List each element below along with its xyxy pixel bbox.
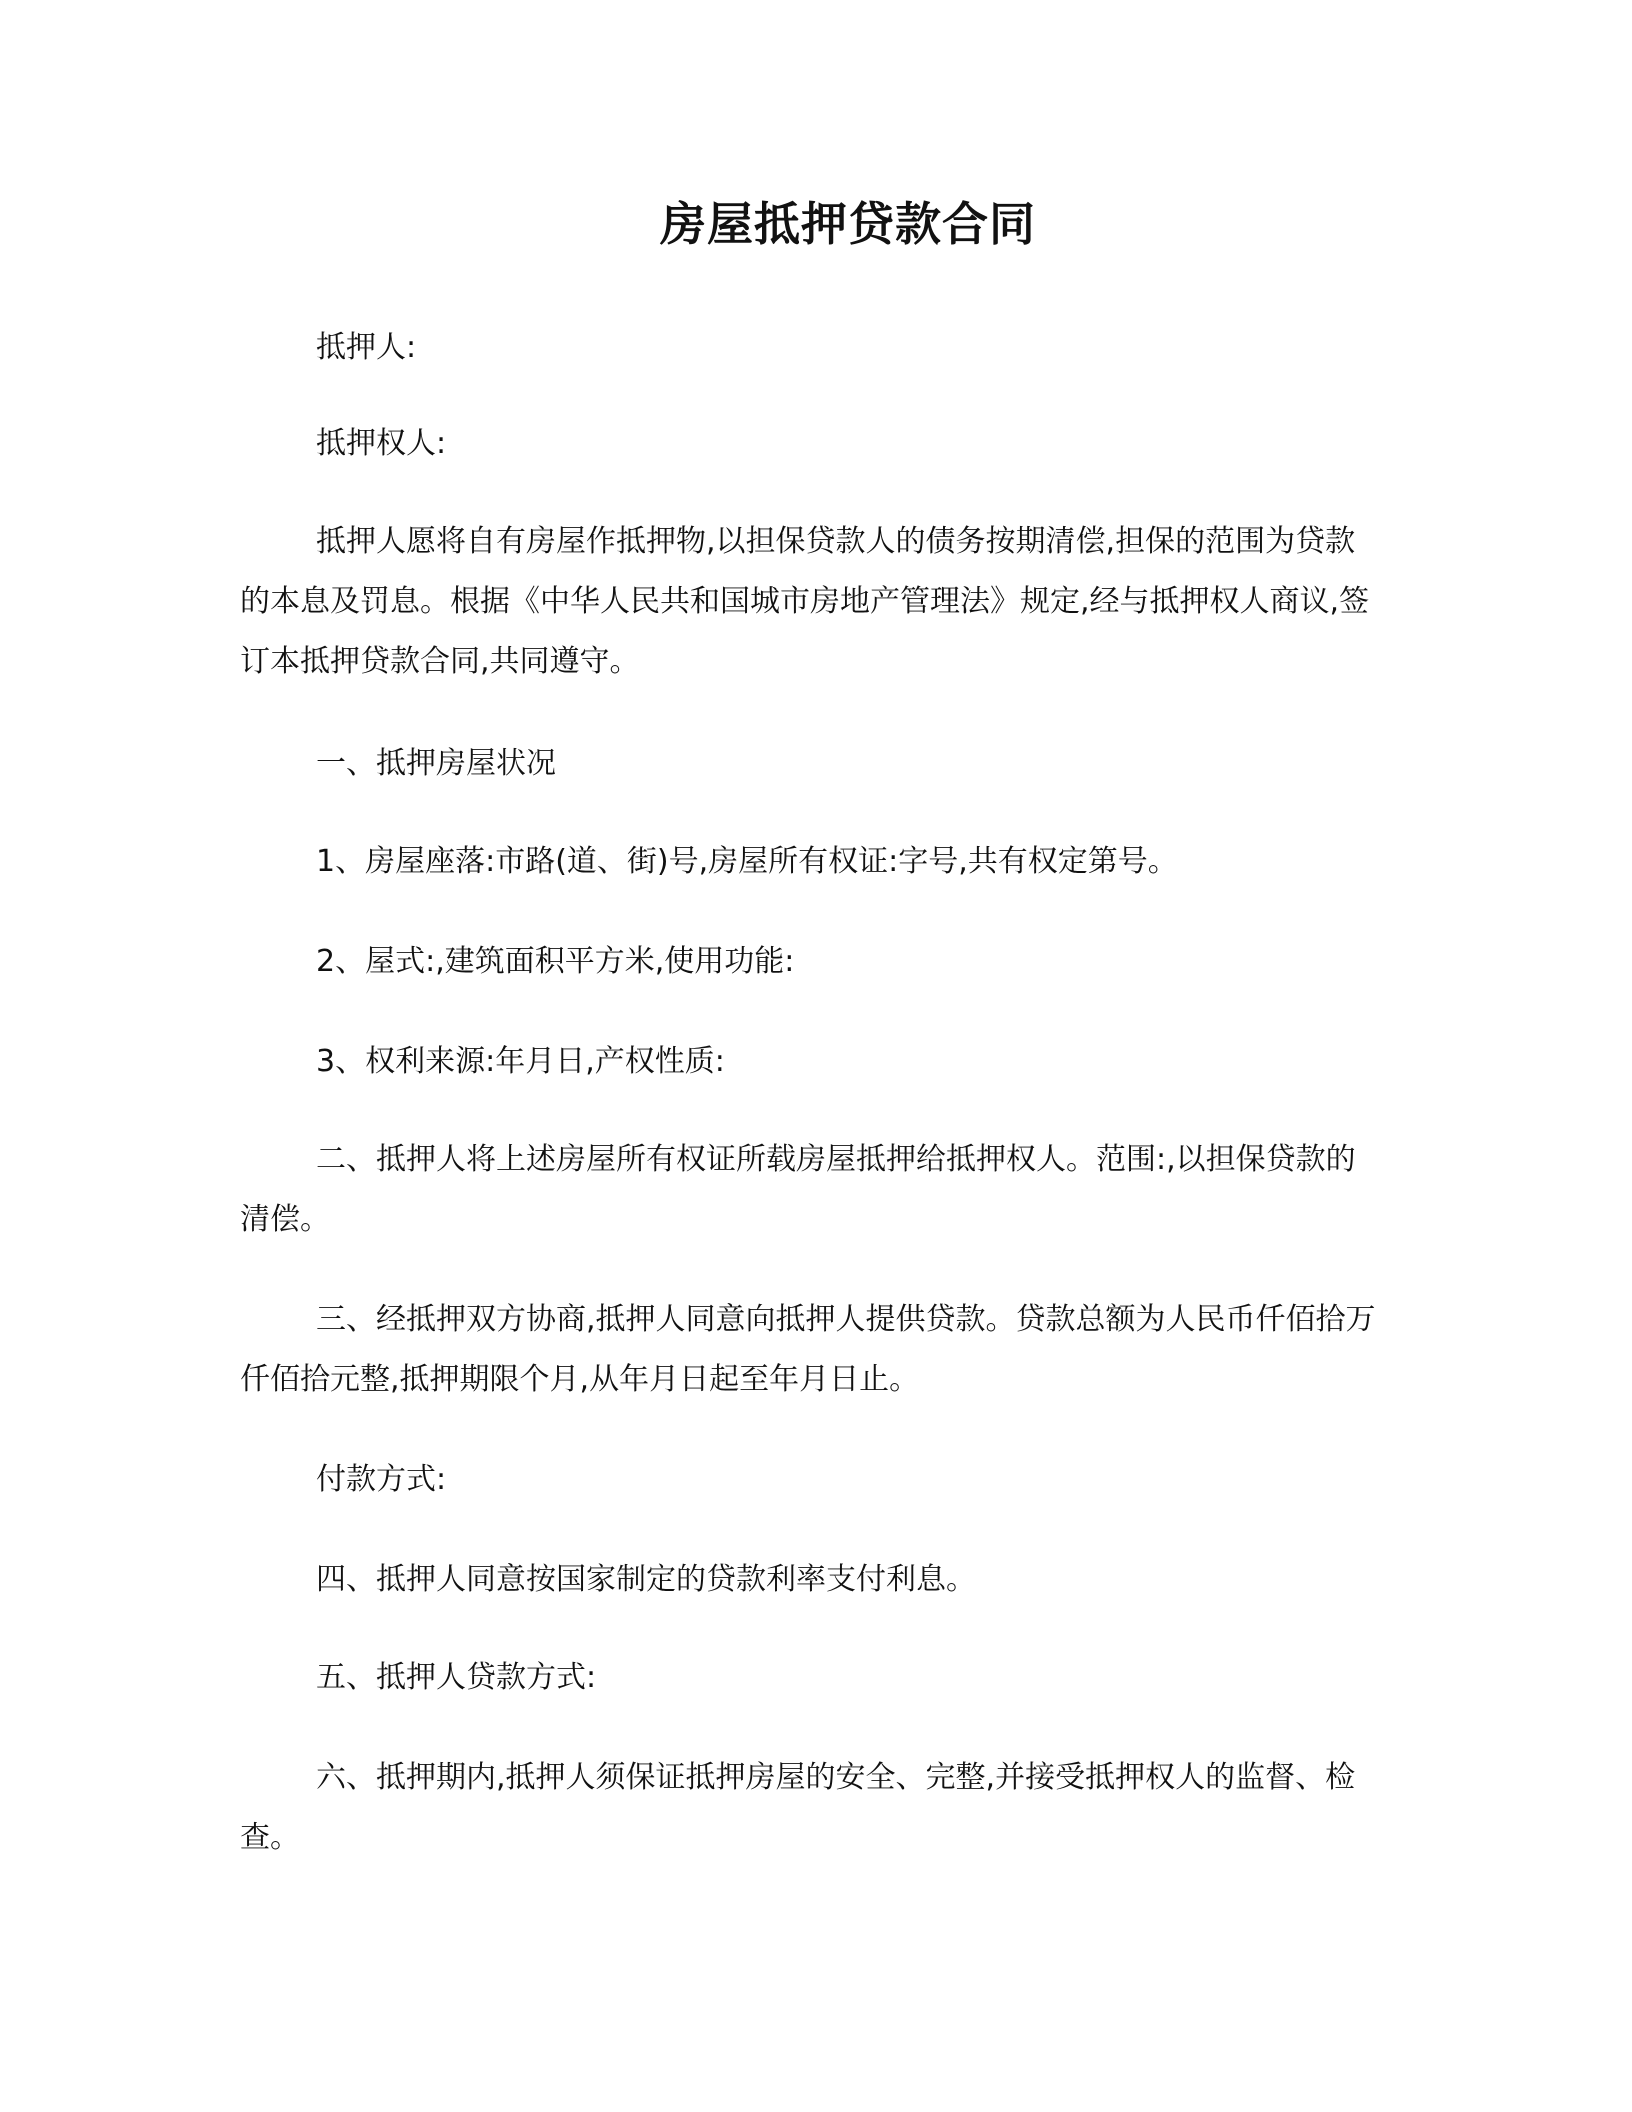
document-title: 房屋抵押贷款合同 xyxy=(660,197,1036,251)
payment-method-line: 付款方式: xyxy=(316,1462,447,1497)
section-2-paragraph: 二、抵押人将上述房屋所有权证所载房屋抵押给抵押权人。范围:,以担保贷款的清偿。 xyxy=(240,1142,1356,1237)
mortgagor-line: 抵押人: xyxy=(316,330,417,365)
section-4-paragraph: 四、抵押人同意按国家制定的贷款利率支付利息。 xyxy=(316,1562,976,1597)
section-1-item-1: 1、房屋座落:市路(道、街)号,房屋所有权证:字号,共有权定第号。 xyxy=(316,844,1178,879)
section-3-paragraph: 三、经抵押双方协商,抵押人同意向抵押人提供贷款。贷款总额为人民币仟佰拾万仟佰拾元整,抵押期限个月,从年月日起至年月日止。 xyxy=(240,1302,1376,1397)
mortgagee-line: 抵押权人: xyxy=(316,426,447,461)
section-1-heading: 一、抵押房屋状况 xyxy=(316,746,556,781)
section-5-paragraph: 五、抵押人贷款方式: xyxy=(316,1660,597,1695)
preamble-paragraph: 抵押人愿将自有房屋作抵押物,以担保贷款人的债务按期清偿,担保的范围为贷款的本息及罚息。根据《中华人民共和国城市房地产管理法》规定,经与抵押权人商议,签订本抵押贷款合同,共同遵守。 xyxy=(240,524,1370,679)
section-1-item-2: 2、屋式:,建筑面积平方米,使用功能: xyxy=(316,944,795,979)
section-1-item-3: 3、权利来源:年月日,产权性质: xyxy=(316,1044,725,1079)
section-6-paragraph: 六、抵押期内,抵押人须保证抵押房屋的安全、完整,并接受抵押权人的监督、检查。 xyxy=(240,1760,1356,1855)
